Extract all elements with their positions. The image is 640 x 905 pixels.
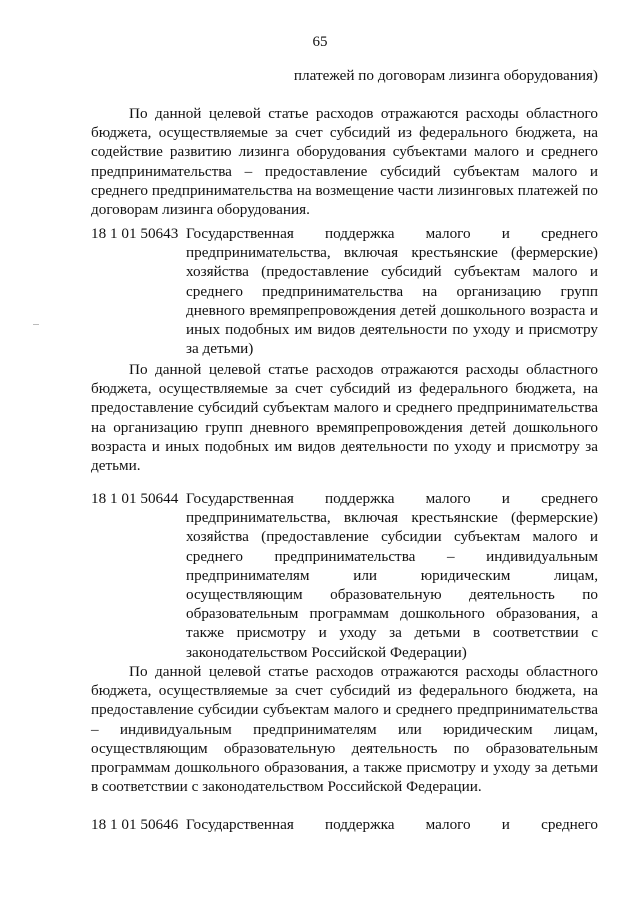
paragraph-leasing [91, 104, 598, 219]
entry-code: 18 1 01 50643 [91, 225, 179, 242]
paragraph-text: По данной целевой статье расходов отражаются расходы областного бюджета, осуществляемые за счет субсидий из федерального бюджета, на предоставление субсидии субъектам малого и среднего предпринимательства – индивидуальным предпринимателям или юридическим лицам, осуществляющим образовательную деятельность по образовательным программам дошкольного образования, а также присмотру и уходу за детьми в соответствии с законодательством Российской Федерации. [91, 663, 598, 796]
budget-entry-50646 [91, 815, 598, 834]
entry-description: Государственная поддержка малого и среднего предпринимательства, включая крестьянские (фермерские) хозяйства (предоставление субсидий субъектам малого и среднего предпринимательства на организацию групп дневного времяпрепровождения детей дошкольного возраста и иных подобных им видов деятельности по уходу и присмотру за детьми) [186, 225, 598, 358]
entry-description: Государственная поддержка малого и среднего предпринимательства, включая крестьянские (фермерские) хозяйства (предоставление субсидии субъектам малого и среднего предпринимательства – индивидуальным предпринимателям или юридическим лицам, осуществляющим образовательную деятельность по образовательным программам дошкольного образования, а также присмотру и уходу за детьми в соответствии с законодательством Российской Федерации) [186, 490, 598, 661]
continuation-line: платежей по договорам лизинга оборудования) [293, 67, 598, 84]
budget-entry-50643 [91, 224, 598, 358]
paragraph-daycare-groups [91, 360, 598, 475]
entry-code: 18 1 01 50646 [91, 816, 179, 833]
scan-artifact [33, 324, 39, 325]
entry-code: 18 1 01 50644 [91, 490, 179, 507]
paragraph-text: По данной целевой статье расходов отражаются расходы областного бюджета, осуществляемые за счет субсидий из федерального бюджета, на предоставление субсидий субъектам малого и среднего предпринимательства на организацию групп дневного времяпрепровождения детей дошкольного возраста и иных подобных им видов деятельности по уходу и присмотру за детьми. [91, 361, 598, 475]
entry-description: Государственная поддержка малого и среднего [186, 816, 598, 833]
budget-entry-50644 [91, 489, 598, 662]
paragraph-preschool-education [91, 662, 598, 796]
page-number: 65 [312, 34, 328, 50]
paragraph-text: По данной целевой статье расходов отражаются расходы областного бюджета, осуществляемые за счет субсидий из федерального бюджета, на содействие развитию лизинга оборудования субъектами малого и среднего предпринимательства – предоставление субсидий субъектам малого и среднего предпринимательства на возмещение части лизинговых платежей по договорам лизинга оборудования. [91, 105, 598, 219]
